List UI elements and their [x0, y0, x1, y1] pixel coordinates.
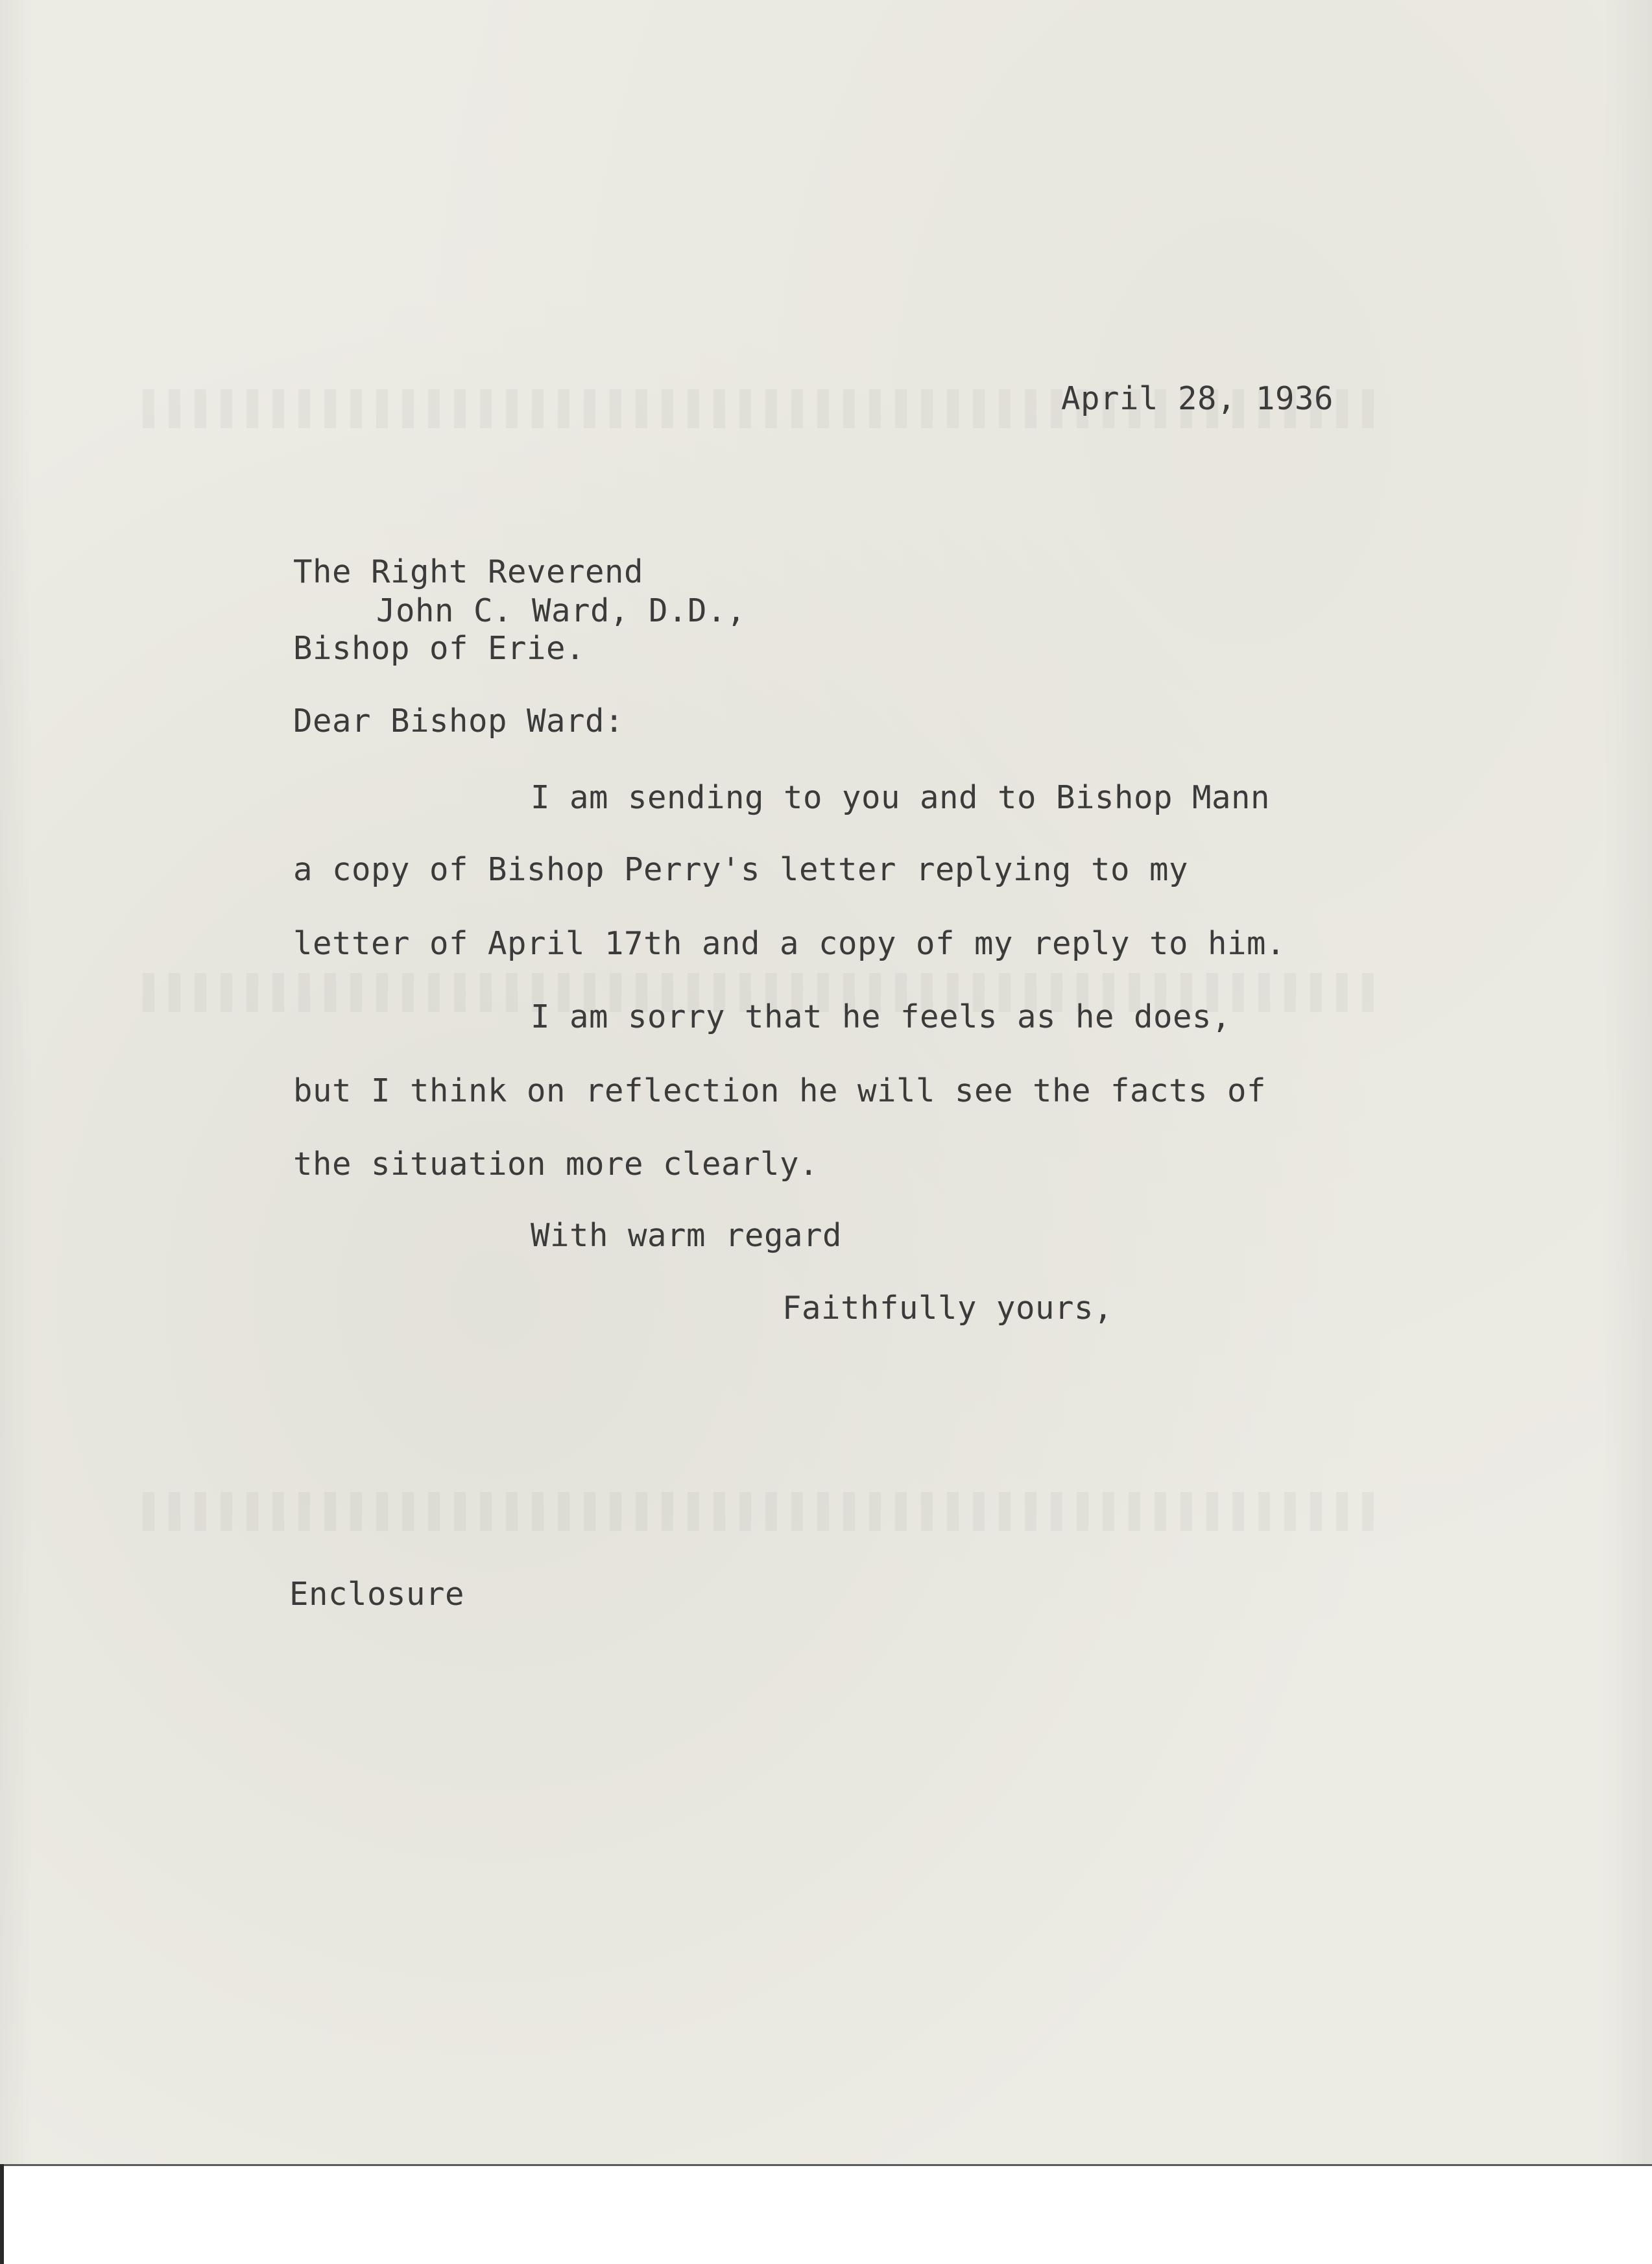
bleed-through-texture: [143, 1492, 1375, 1531]
body-line: letter of April 17th and a copy of my reply to him.: [293, 925, 1286, 962]
sign-off: Faithfully yours,: [782, 1290, 1114, 1327]
scanner-corner: [0, 2164, 4, 2264]
recipient-title: The Right Reverend: [293, 553, 644, 590]
body-line: the situation more clearly.: [293, 1146, 819, 1183]
recipient-name: John C. Ward, D.D.,: [376, 592, 747, 629]
recipient-office: Bishop of Erie.: [293, 630, 586, 667]
body-line: I am sorry that he feels as he does,: [531, 998, 1232, 1035]
body-line: I am sending to you and to Bishop Mann: [531, 779, 1271, 816]
body-line: but I think on reflection he will see the facts of: [293, 1072, 1267, 1109]
closing-line: With warm regard: [531, 1217, 843, 1254]
enclosure-note: Enclosure: [289, 1576, 465, 1613]
body-line: a copy of Bishop Perry's letter replying to my: [293, 851, 1189, 888]
scanner-edge: [0, 2164, 1652, 2166]
salutation: Dear Bishop Ward:: [293, 703, 625, 740]
letter-date: April 28, 1936: [1061, 380, 1334, 417]
